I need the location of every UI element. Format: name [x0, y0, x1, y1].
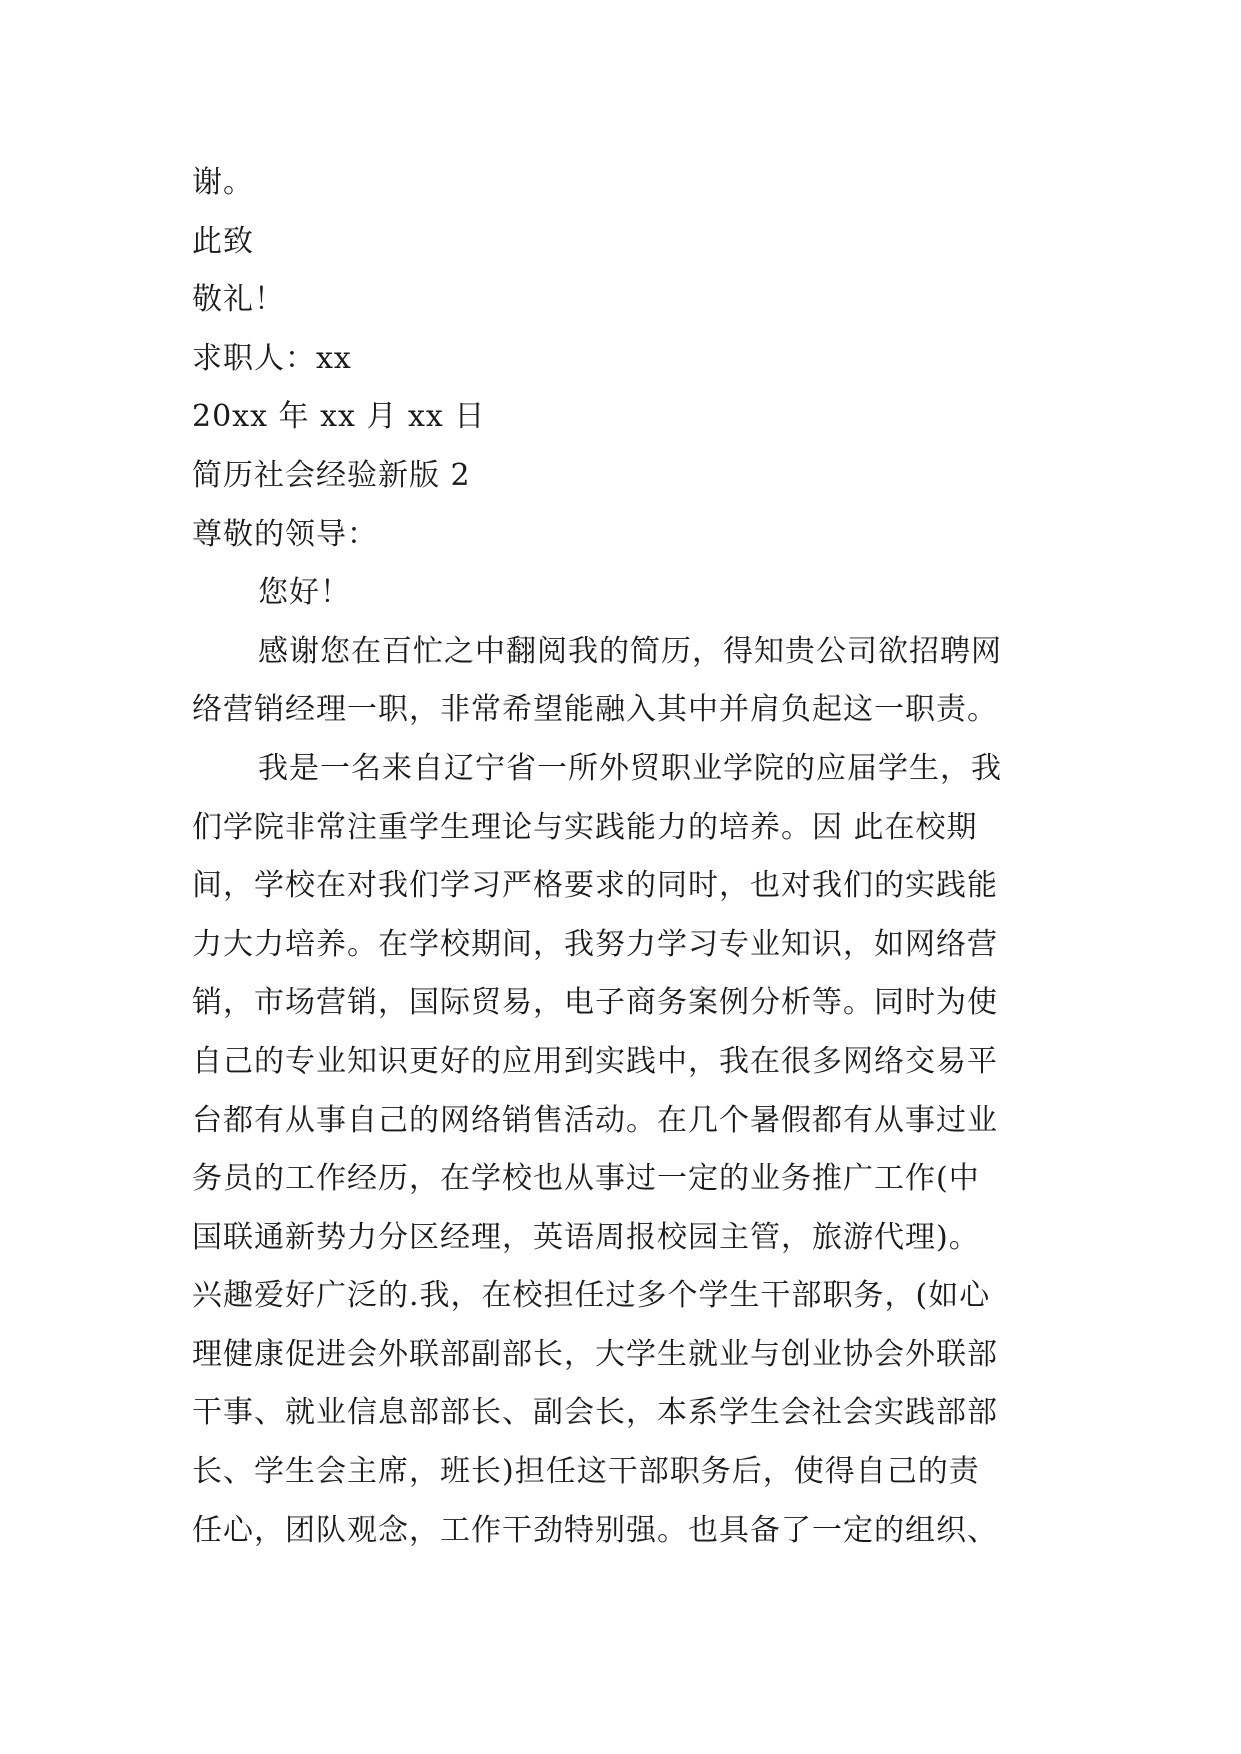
section-title: 简历社会经验新版 2	[192, 457, 471, 493]
paragraph-line: 络营销经理一职，非常希望能融入其中并肩负起这一职责。	[192, 692, 998, 728]
letter-date: 20xx 年 xx 月 xx 日	[192, 399, 486, 435]
applicant-signature: 求职人：xx	[192, 340, 352, 376]
paragraph-line: 间，学校在对我们学习严格要求的同时，也对我们的实践能	[192, 868, 998, 904]
paragraph-line: 我是一名来自辽宁省一所外贸职业学院的应届学生，我	[258, 750, 1002, 786]
paragraph-line: 台都有从事自己的网络销售活动。在几个暑假都有从事过业	[192, 1102, 998, 1138]
paragraph-line: 兴趣爱好广泛的.我，在校担任过多个学生干部职务，(如心	[192, 1278, 991, 1314]
paragraph-line: 干事、就业信息部部长、副会长，本系学生会社会实践部部	[192, 1395, 998, 1431]
paragraph-line: 理健康促进会外联部副部长，大学生就业与创业协会外联部	[192, 1336, 998, 1372]
closing-regards: 敬礼！	[192, 282, 285, 318]
paragraph-line: 们学院非常注重学生理论与实践能力的培养。因 此在校期	[192, 809, 978, 845]
paragraph-line: 感谢您在百忙之中翻阅我的简历，得知贵公司欲招聘网	[258, 633, 1002, 669]
paragraph-line: 长、学生会主席，班长)担任这干部职务后，使得自己的责	[192, 1454, 980, 1490]
closing-salutation: 此致	[192, 223, 254, 259]
paragraph-line: 务员的工作经历，在学校也从事过一定的业务推广工作(中	[192, 1161, 980, 1197]
text-line: 谢。	[192, 165, 254, 200]
paragraph-line: 任心，团队观念，工作干劲特别强。也具备了一定的组织、	[192, 1512, 998, 1548]
greeting-address: 尊敬的领导：	[192, 516, 378, 552]
paragraph-line: 销，市场营销，国际贸易，电子商务案例分析等。同时为使	[192, 985, 998, 1021]
paragraph-line: 国联通新势力分区经理，英语周报校园主管，旅游代理)。	[192, 1219, 980, 1255]
paragraph-line: 力大力培养。在学校期间，我努力学习专业知识，如网络营	[192, 926, 998, 962]
paragraph-line: 自己的专业知识更好的应用到实践中，我在很多网络交易平	[192, 1043, 998, 1079]
greeting-hello: 您好！	[258, 575, 351, 611]
letter-body	[192, 154, 1072, 1560]
